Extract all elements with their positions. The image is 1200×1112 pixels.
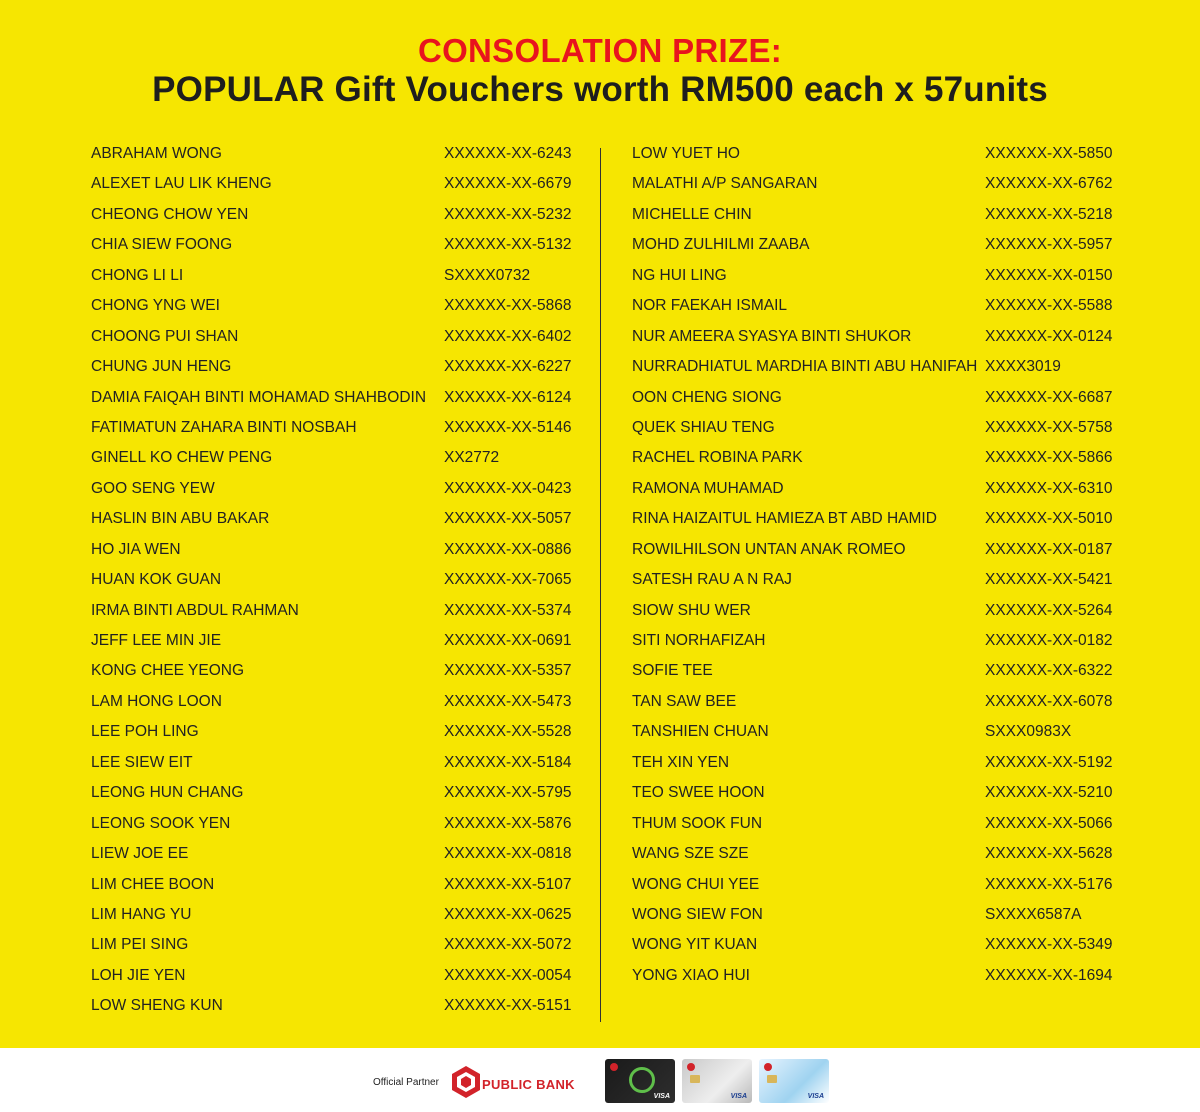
winner-name: MICHELLE CHIN (632, 205, 752, 223)
winner-name: ROWILHILSON UNTAN ANAK ROMEO (632, 540, 906, 558)
winner-name: SATESH RAU A N RAJ (632, 571, 792, 589)
card-chip-icon (690, 1075, 700, 1083)
winner-name: LIM PEI SING (91, 936, 189, 954)
winner-id: SXXXX0732 (444, 266, 531, 284)
winner-row (632, 807, 1112, 837)
winner-id: XXXXXX-XX-5072 (444, 936, 572, 954)
bank-mini-logo-icon (764, 1063, 772, 1071)
winner-row (632, 381, 1112, 411)
credit-card-black-icon (605, 1059, 675, 1103)
winner-name: RINA HAIZAITUL HAMIEZA BT ABD HAMID (632, 510, 937, 528)
winner-name: QUEK SHIAU TENG (632, 418, 775, 436)
winner-id: XXXXXX-XX-5107 (444, 875, 572, 893)
winner-id: XXXXXX-XX-6243 (444, 145, 572, 162)
winner-name: FATIMATUN ZAHARA BINTI NOSBAH (91, 418, 357, 436)
winner-row (91, 898, 571, 928)
winner-id: XXXXXX-XX-5876 (444, 814, 572, 832)
winner-name: LIM HANG YU (91, 905, 192, 923)
column-divider (600, 148, 601, 1022)
winner-row (632, 776, 1112, 806)
winner-name: NURRADHIATUL MARDHIA BINTI ABU HANIFAH (632, 358, 978, 376)
winner-id: XXXXXX-XX-5192 (985, 753, 1113, 771)
prize-category-title: CONSOLATION PRIZE: (417, 32, 783, 69)
winner-name: CHONG YNG WEI (91, 297, 220, 315)
winner-row (91, 807, 571, 837)
winner-row (632, 167, 1112, 197)
winner-row (632, 350, 1112, 380)
winner-id: XXXXXX-XX-5010 (985, 510, 1113, 528)
winner-id: XXXXXX-XX-5473 (444, 692, 572, 710)
winner-id: XXXXXX-XX-5057 (444, 510, 572, 528)
winner-id: XXXXXX-XX-0818 (444, 845, 572, 863)
winner-row (632, 837, 1112, 867)
winner-row (91, 868, 571, 898)
winner-id: XXXXXX-XX-0886 (444, 540, 572, 558)
winner-name: TEH XIN YEN (632, 753, 730, 771)
winner-row (91, 685, 571, 715)
winner-name: ALEXET LAU LIK KHENG (91, 175, 272, 193)
winner-id: XXXXXX-XX-5218 (985, 205, 1113, 223)
winner-row (91, 654, 571, 684)
winner-name: CHOONG PUI SHAN (91, 327, 239, 345)
winner-id: XXXXXX-XX-5151 (444, 997, 572, 1015)
winner-id: XXXXXX-XX-0124 (985, 327, 1113, 345)
winner-row (632, 624, 1112, 654)
winner-row (91, 989, 571, 1019)
winner-row (632, 868, 1112, 898)
winner-id: XXXX3019 (985, 358, 1061, 376)
winner-name: RAMONA MUHAMAD (632, 479, 784, 497)
winner-id: XXXXXX-XX-5628 (985, 845, 1113, 863)
card-chip-icon (767, 1075, 777, 1083)
winner-name: THUM SOOK FUN (632, 814, 763, 832)
public-bank-logo-icon (448, 1064, 484, 1100)
bank-name: PUBLIC BANK (482, 1077, 575, 1092)
winner-row (632, 533, 1112, 563)
winner-name: CHIA SIEW FOONG (91, 236, 233, 254)
winner-name: LOW SHENG KUN (91, 997, 223, 1015)
winner-name: LEONG SOOK YEN (91, 814, 231, 832)
winner-row (632, 502, 1112, 532)
winner-row (91, 624, 571, 654)
winner-row (91, 959, 571, 989)
winner-name: SIOW SHU WER (632, 601, 751, 619)
winner-id: XXXXXX-XX-5795 (444, 784, 572, 802)
winner-id: XXXXXX-XX-6124 (444, 388, 572, 406)
winner-id: XXXXXX-XX-6402 (444, 327, 572, 345)
winner-row (91, 381, 571, 411)
credit-card-silver-icon (682, 1059, 752, 1103)
winner-id: XXXXXX-XX-0187 (985, 540, 1113, 558)
winner-name: TANSHIEN CHUAN (632, 723, 769, 741)
winner-row (632, 563, 1112, 593)
winner-row (91, 320, 571, 350)
winner-row (91, 350, 571, 380)
bank-mini-logo-icon (610, 1063, 618, 1071)
winner-row (91, 594, 571, 624)
winner-row (91, 533, 571, 563)
winner-id: XXXXXX-XX-5184 (444, 753, 572, 771)
winner-name: CHUNG JUN HENG (91, 358, 232, 376)
winner-id: XXXXXX-XX-1694 (985, 966, 1113, 984)
winner-row (632, 746, 1112, 776)
winner-row (632, 472, 1112, 502)
winner-row (632, 441, 1112, 471)
winner-name: HO JIA WEN (91, 540, 181, 558)
winner-name: LEONG HUN CHANG (91, 784, 244, 802)
winner-row (632, 289, 1112, 319)
winner-name: WANG SZE SZE (632, 845, 749, 863)
winners-list-right (632, 137, 1112, 989)
winner-row (91, 259, 571, 289)
winner-id: XXXXXX-XX-6227 (444, 358, 572, 376)
winner-row (91, 776, 571, 806)
winner-id: XXXXXX-XX-7065 (444, 571, 572, 589)
winner-id: XXXXXX-XX-5232 (444, 205, 572, 223)
winner-name: CHONG LI LI (91, 266, 184, 284)
winner-name: TAN SAW BEE (632, 692, 737, 710)
winner-row (632, 594, 1112, 624)
winner-id: XXXXXX-XX-5588 (985, 297, 1113, 315)
winner-row (632, 137, 1112, 167)
winner-id: XXXXXX-XX-6078 (985, 692, 1113, 710)
winner-name: MOHD ZULHILMI ZAABA (632, 236, 810, 254)
winner-id: XXXXXX-XX-0625 (444, 905, 572, 923)
winner-row (91, 228, 571, 258)
card-brand: VISA (807, 1093, 824, 1100)
winner-name: MALATHI A/P SANGARAN (632, 175, 818, 193)
winner-id: XXXXXX-XX-5210 (985, 784, 1113, 802)
winner-row (632, 715, 1112, 745)
winner-row (632, 411, 1112, 441)
winner-id: XXXXXX-XX-5264 (985, 601, 1113, 619)
winner-id: XXXXXX-XX-5758 (985, 418, 1113, 436)
winner-id: XXXXXX-XX-6687 (985, 388, 1113, 406)
winner-row (632, 654, 1112, 684)
winner-id: XXXXXX-XX-5421 (985, 571, 1113, 589)
credit-card-blue-icon (759, 1059, 829, 1103)
winner-id: XXXXXX-XX-5357 (444, 662, 572, 680)
winner-name: NUR AMEERA SYASYA BINTI SHUKOR (632, 327, 912, 345)
winner-name: DAMIA FAIQAH BINTI MOHAMAD SHAHBODIN (91, 388, 427, 406)
winner-row (632, 320, 1112, 350)
winner-row (91, 715, 571, 745)
winner-id: XXXXXX-XX-5528 (444, 723, 572, 741)
bank-mini-logo-icon (687, 1063, 695, 1071)
winner-id: XXXXXX-XX-5850 (985, 145, 1113, 162)
winner-row (632, 685, 1112, 715)
winner-row (91, 411, 571, 441)
winner-row (632, 228, 1112, 258)
winner-row (91, 289, 571, 319)
winner-id: XXXXXX-XX-0150 (985, 266, 1113, 284)
footer-partner-bar (0, 1048, 1200, 1112)
winner-name: LAM HONG LOON (91, 692, 222, 710)
winner-row (91, 928, 571, 958)
winner-id: XXXXXX-XX-5374 (444, 601, 572, 619)
winner-id: XXXXXX-XX-5957 (985, 236, 1113, 254)
winner-id: XXXXXX-XX-0182 (985, 632, 1113, 649)
winner-name: WONG YIT KUAN (632, 936, 758, 954)
winner-name: ABRAHAM WONG (91, 145, 222, 162)
winner-id: XXXXXX-XX-5132 (444, 236, 572, 254)
winner-name: SOFIE TEE (632, 662, 713, 680)
winner-name: NOR FAEKAH ISMAIL (632, 297, 788, 315)
winner-row (91, 746, 571, 776)
winner-name: LOH JIE YEN (91, 966, 186, 984)
winner-id: XXXXXX-XX-6762 (985, 175, 1113, 193)
winners-list-left (91, 137, 571, 1020)
winner-id: XXXXXX-XX-5176 (985, 875, 1113, 893)
winner-name: YONG XIAO HUI (632, 966, 750, 984)
winner-id: XXXXXX-XX-5066 (985, 814, 1113, 832)
winner-name: KONG CHEE YEONG (91, 662, 245, 680)
winner-row (91, 472, 571, 502)
card-brand: VISA (730, 1093, 747, 1100)
winner-id: XXXXXX-XX-5146 (444, 418, 572, 436)
winner-name: LIM CHEE BOON (91, 875, 215, 893)
prize-description-title: POPULAR Gift Vouchers worth RM500 each x 57units (152, 70, 1048, 109)
winner-name: LIEW JOE EE (91, 845, 189, 863)
winner-row (632, 198, 1112, 228)
winner-name: NG HUI LING (632, 266, 727, 284)
winner-id: SXXXX6587A (985, 905, 1082, 923)
winner-row (91, 441, 571, 471)
winner-row (91, 137, 571, 167)
winner-name: WONG CHUI YEE (632, 875, 760, 893)
winner-row (91, 563, 571, 593)
winner-row (91, 198, 571, 228)
winner-name: JEFF LEE MIN JIE (91, 632, 222, 649)
winner-name: LOW YUET HO (632, 145, 740, 162)
winner-name: HASLIN BIN ABU BAKAR (91, 510, 270, 528)
winner-name: GOO SENG YEW (91, 479, 215, 497)
winner-row (632, 928, 1112, 958)
card-brand: VISA (653, 1093, 670, 1100)
winner-name: LEE POH LING (91, 723, 199, 741)
card-emblem-icon (629, 1067, 655, 1093)
winner-row (632, 959, 1112, 989)
winner-name: LEE SIEW EIT (91, 753, 193, 771)
winner-name: TEO SWEE HOON (632, 784, 765, 802)
winner-id: XX2772 (444, 449, 500, 467)
winner-name: WONG SIEW FON (632, 905, 763, 923)
winner-name: CHEONG CHOW YEN (91, 205, 249, 223)
winner-id: XXXXXX-XX-6310 (985, 479, 1113, 497)
winner-name: SITI NORHAFIZAH (632, 632, 766, 649)
winner-id: XXXXXX-XX-0423 (444, 479, 572, 497)
winner-id: XXXXXX-XX-5349 (985, 936, 1113, 954)
winner-row (91, 167, 571, 197)
winner-row (91, 502, 571, 532)
winner-id: SXXX0983X (985, 723, 1072, 741)
winner-name: RACHEL ROBINA PARK (632, 449, 803, 467)
winner-id: XXXXXX-XX-5866 (985, 449, 1113, 467)
winner-name: OON CHENG SIONG (632, 388, 782, 406)
winner-name: IRMA BINTI ABDUL RAHMAN (91, 601, 299, 619)
winner-name: HUAN KOK GUAN (91, 571, 222, 589)
winner-row (632, 898, 1112, 928)
official-partner-label: Official Partner (373, 1077, 439, 1088)
winner-id: XXXXXX-XX-6322 (985, 662, 1113, 680)
winner-row (91, 837, 571, 867)
winner-id: XXXXXX-XX-6679 (444, 175, 572, 193)
winner-id: XXXXXX-XX-0054 (444, 966, 572, 984)
winner-name: GINELL KO CHEW PENG (91, 449, 273, 467)
winner-row (632, 259, 1112, 289)
winner-id: XXXXXX-XX-0691 (444, 632, 572, 649)
winner-id: XXXXXX-XX-5868 (444, 297, 572, 315)
